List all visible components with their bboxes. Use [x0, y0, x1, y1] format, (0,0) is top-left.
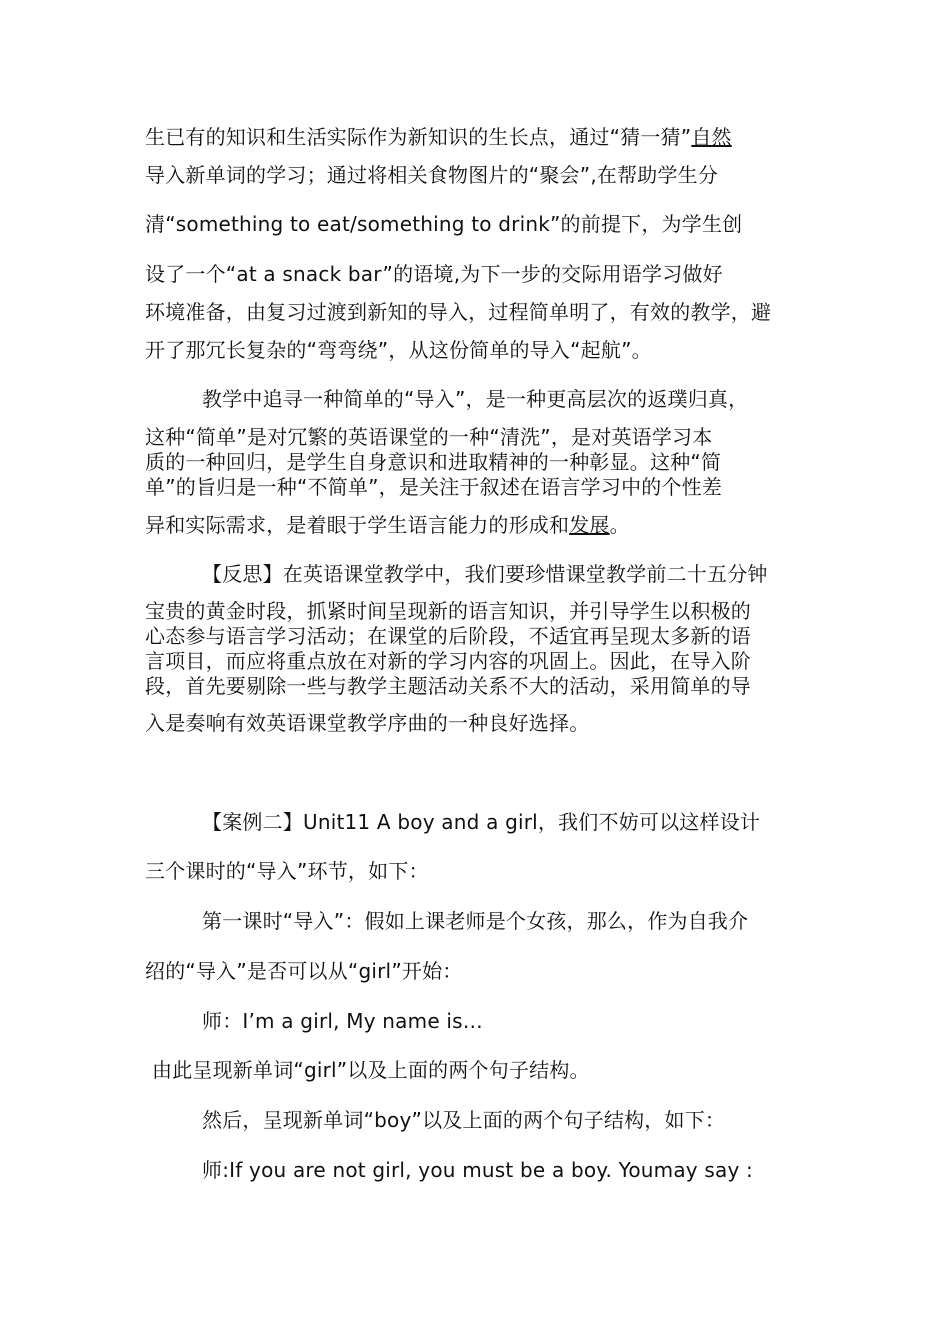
paragraph-1-line-3: 清“something to eat/something to drink”的前提下，为学生创	[145, 212, 743, 236]
paragraph-1-line-2: 导入新单词的学习；通过将相关食物图片的“聚会”,在帮助学生分	[145, 163, 719, 187]
paragraph-3-line-6: 入是奏响有效英语课堂教学序曲的一种良好选择。	[145, 711, 590, 735]
text-run: 。	[609, 513, 630, 537]
text-run: 异和实际需求，是着眼于学生语言能力的形成和	[145, 513, 570, 537]
note-line-1: 由此呈现新单词“girl”以及上面的两个句子结构。	[152, 1058, 590, 1082]
paragraph-5-line-2: 绍的“导入”是否可以从“girl”开始：	[145, 959, 463, 983]
paragraph-3-line-4: 言项目，而应将重点放在对新的学习内容的巩固上。因此，在导入阶	[145, 649, 751, 673]
paragraph-3-line-2: 宝贵的黄金时段，抓紧时间呈现新的语言知识，并引导学生以积极的	[145, 599, 751, 623]
paragraph-1-line-4: 设了一个“at a snack bar”的语境,为下一步的交际用语学习做好	[145, 262, 723, 286]
paragraph-1-line-5: 环境准备，由复习过渡到新知的导入，过程简单明了，有效的教学，避	[145, 300, 772, 324]
note-line-2: 然后，呈现新单词“boy”以及上面的两个句子结构，如下：	[202, 1108, 726, 1132]
paragraph-2-line-5	[145, 512, 630, 538]
paragraph-2-line-3: 质的一种回归，是学生自身意识和进取精神的一种彰显。这种“简	[145, 450, 722, 474]
paragraph-3-line-3: 心态参与语言学习活动；在课堂的后阶段，不适宜再呈现太多新的语	[145, 624, 751, 648]
paragraph-4-line-2: 三个课时的“导入”环节，如下：	[145, 859, 429, 883]
paragraph-4-line-1: 【案例二】Unit11 A boy and a girl，我们不妨可以这样设计	[202, 810, 761, 834]
paragraph-5-line-1: 第一课时“导入”：假如上课老师是个女孩，那么，作为自我介	[202, 909, 749, 933]
paragraph-3-line-1: 【反思】在英语课堂教学中，我们要珍惜课堂教学前二十五分钟	[202, 562, 768, 586]
underlined-word: 发展	[569, 513, 610, 537]
paragraph-2-line-4: 单”的旨归是一种“不简单”，是关注于叙述在语言学习中的个性差	[145, 475, 723, 499]
dialogue-line-2: 师:If you are not girl, you must be a boy. Youmay say :	[202, 1158, 753, 1182]
paragraph-2-line-1: 教学中追寻一种简单的“导入”，是一种更高层次的返璞归真，	[202, 387, 749, 411]
paragraph-1-line-6: 开了那冗长复杂的“弯弯绕”，从这份简单的导入“起航”。	[145, 338, 652, 362]
paragraph-1-line-1	[145, 124, 732, 150]
underlined-word: 自然	[691, 125, 732, 149]
paragraph-3-line-5: 段，首先要剔除一些与教学主题活动关系不大的活动，采用简单的导	[145, 674, 751, 698]
paragraph-2-line-2: 这种“简单”是对冗繁的英语课堂的一种“清洗”，是对英语学习本	[145, 425, 713, 449]
dialogue-line-1: 师：I’m a girl, My name is…	[202, 1009, 483, 1033]
text-run: 生已有的知识和生活实际作为新知识的生长点，通过“猜一猜”	[145, 125, 692, 149]
